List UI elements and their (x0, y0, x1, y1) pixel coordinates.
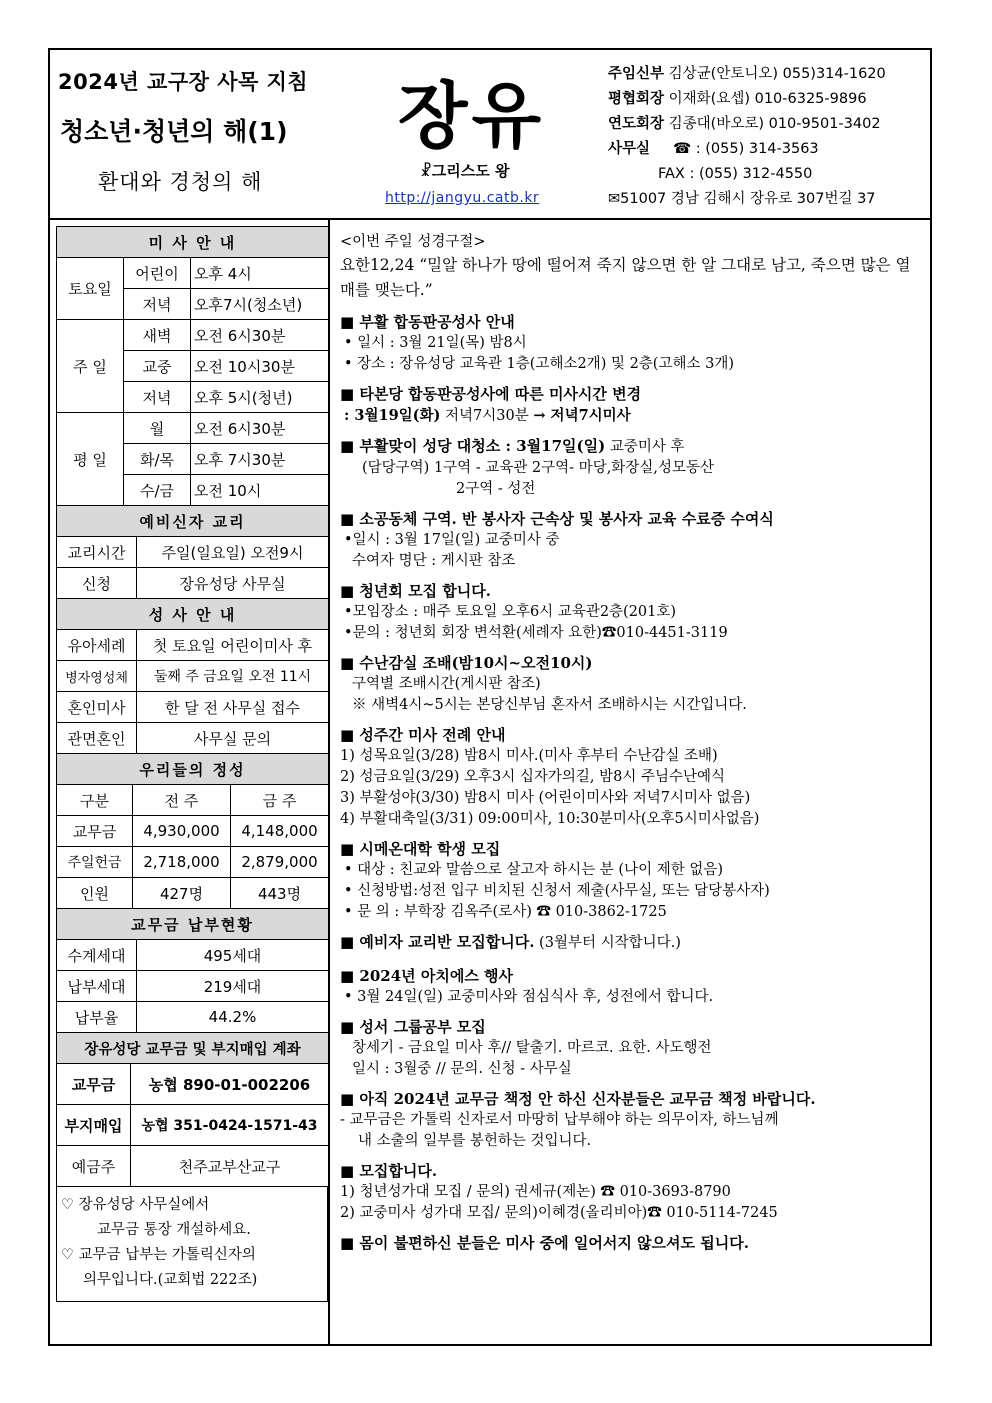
sacrament-table (56, 599, 329, 754)
notice-standing (340, 1233, 924, 1254)
sacrament-label: 혼인미사 (57, 692, 137, 723)
notice-line: • 3월 24일(일) 교중미사와 점심식사 후, 성전에서 합니다. (344, 989, 714, 1005)
notice-adoration (340, 653, 924, 716)
notice-title: ■ 청년회 모집 합니다. (340, 582, 491, 600)
offering-table (56, 754, 329, 909)
notice-title: ■ 타본당 합동판공성사에 따른 미사시간 변경 (340, 385, 642, 403)
dues-label: 납부율 (57, 1002, 137, 1033)
mass-sunday-label: 주 일 (57, 320, 124, 413)
contact-office: 사무실 ☎ : (055) 314-3563 (608, 141, 819, 157)
account-value: 농협 351-0424-1571-43 (131, 1105, 329, 1146)
mass-name: 저녁 (124, 382, 191, 413)
right-column (340, 232, 924, 1263)
offering-header: 전 주 (133, 785, 231, 816)
verse-block (340, 232, 924, 303)
notice-line: • 문 의 : 부학장 김옥주(로사) ☎ 010-3862-1725 (344, 904, 667, 920)
mass-time: 오전 6시30분 (191, 320, 329, 351)
mass-name: 수/금 (124, 475, 191, 506)
notice-line: •모임장소 : 매주 토요일 오후6시 교육관2층(201호) (344, 604, 677, 620)
account-label: 예금주 (57, 1146, 131, 1187)
mass-weekday-label: 평 일 (57, 413, 124, 506)
notice-title: ■ 부활맞이 성당 대청소 : 3월17일(일) 교중미사 후 (340, 437, 685, 455)
notice-title: ■ 부활 합동판공성사 안내 (340, 313, 515, 331)
mass-name: 새벽 (124, 320, 191, 351)
parish-name: ☧그리스도 왕 (420, 162, 510, 180)
sacrament-label: 유아세례 (57, 630, 137, 661)
notice-acies (340, 966, 924, 1008)
sacrament-label: 병자영성체 (57, 661, 137, 692)
notice-title: ■ 예비자 교리반 모집합니다. (3월부터 시작합니다.) (340, 933, 681, 951)
mass-time: 오후7시(청소년) (191, 289, 329, 320)
mass-time: 오후 7시30분 (191, 444, 329, 475)
offering-prev: 2,718,000 (133, 847, 231, 878)
mass-schedule-table (56, 226, 329, 506)
notice-holy-week (340, 725, 924, 830)
dues-label: 납부세대 (57, 971, 137, 1002)
notice-title: ■ 시메온대학 학생 모집 (340, 840, 501, 858)
mass-name: 화/목 (124, 444, 191, 475)
mass-time: 오전 10시 (191, 475, 329, 506)
verse-title: <이번 주일 성경구절> (340, 234, 486, 250)
notice-title: ■ 성주간 미사 전례 안내 (340, 726, 506, 744)
catechumen-label: 신청 (57, 568, 137, 599)
mass-time: 오후 4시 (191, 258, 329, 289)
account-title: 장유성당 교무금 및 부지매입 계좌 (57, 1033, 329, 1064)
mass-time: 오후 5시(청년) (191, 382, 329, 413)
mass-time: 오전 10시30분 (191, 351, 329, 382)
notice-simeon (340, 839, 924, 923)
notice-line: - 교무금은 가톨릭 신자로서 마땅히 납부해야 하는 의무이자, 하느님께 (340, 1112, 779, 1128)
notice-title: ■ 성서 그룹공부 모집 (340, 1018, 486, 1036)
offering-cur: 4,148,000 (231, 816, 329, 847)
offering-label: 인원 (57, 878, 133, 909)
note-line: ♡ 장유성당 사무실에서 (61, 1197, 210, 1213)
notice-line: • 신청방법:성전 입구 비치된 신청서 제출(사무실, 또는 담당봉사자) (344, 883, 770, 899)
offering-header: 구분 (57, 785, 133, 816)
contact-yeondo: 연도회장 김종대(바오로) 010-9501-3402 (608, 116, 881, 132)
contact-fax: FAX : (055) 312-4550 (658, 166, 813, 182)
offering-prev: 4,930,000 (133, 816, 231, 847)
notice-title: ■ 아직 2024년 교무금 책정 안 하신 신자분들은 교무금 책정 바랍니다. (340, 1090, 816, 1108)
offering-header: 금 주 (231, 785, 329, 816)
account-value: 천주교부산교구 (131, 1146, 329, 1187)
notice-title: ■ 모집합니다. (340, 1162, 438, 1180)
notice-line: 내 소출의 일부를 봉헌하는 것입니다. (358, 1133, 592, 1149)
mass-saturday-label: 토요일 (57, 258, 124, 320)
pastoral-guideline-year: 2024년 교구장 사목 지침 (58, 70, 309, 94)
notice-confession (340, 312, 924, 375)
notice-cleaning (340, 436, 924, 500)
notice-title: ■ 수난감실 조배(밤10시~오전10시) (340, 654, 593, 672)
notice-line: 수여자 명단 : 게시판 참조 (352, 553, 516, 569)
parish-url-link[interactable]: http://jangyu.catb.kr (385, 190, 540, 206)
mass-name: 교중 (124, 351, 191, 382)
header (50, 50, 930, 220)
sacrament-value: 사무실 문의 (137, 723, 329, 754)
notice-line: 4) 부활대축일(3/31) 09:00미사, 10:30분미사(오후5시미사없음) (340, 811, 760, 827)
notice-bible (340, 1017, 924, 1080)
notice-line: : 3월19일(화) 저녁7시30분 → 저녁7시미사 (344, 407, 631, 424)
notice-line: 일시 : 3월중 // 문의. 신청 - 사무실 (352, 1061, 572, 1077)
sacrament-label: 관면혼인 (57, 723, 137, 754)
offering-prev: 427명 (133, 878, 231, 909)
notice-line: (담당구역) 1구역 - 교육관 2구역- 마당,화장실,성모동산 (362, 460, 714, 476)
offering-label: 주일헌금 (57, 847, 133, 878)
mass-name: 월 (124, 413, 191, 444)
notice-title: ■ 몸이 불편하신 분들은 미사 중에 일어서지 않으셔도 됩니다. (340, 1234, 749, 1252)
catechumen-label: 교리시간 (57, 537, 137, 568)
dues-table (56, 909, 329, 1033)
offering-label: 교무금 (57, 816, 133, 847)
sacrament-value: 둘째 주 금요일 오전 11시 (137, 661, 329, 692)
catechumen-value: 장유성당 사무실 (137, 568, 329, 599)
left-column (56, 226, 328, 1302)
contact-council: 평협회장 이재화(요셉) 010-6325-9896 (608, 91, 867, 107)
notice-line: • 일시 : 3월 21일(목) 밤8시 (344, 335, 527, 351)
bulletin-frame (48, 48, 932, 1346)
notice-title: ■ 소공동체 구역. 반 봉사자 근속상 및 봉사자 교육 수료증 수여식 (340, 510, 774, 528)
notes-box (56, 1187, 328, 1302)
dues-title: 교무금 납부현황 (57, 909, 329, 940)
account-value: 농협 890-01-002206 (131, 1064, 329, 1105)
note-line: 교무금 통장 개설하세요. (97, 1222, 251, 1238)
notice-mass-change (340, 384, 924, 427)
dues-value: 495세대 (137, 940, 329, 971)
sacrament-value: 한 달 전 사무실 접수 (137, 692, 329, 723)
notice-youth (340, 581, 924, 644)
offering-cur: 443명 (231, 878, 329, 909)
note-line: 의무입니다.(교회법 222조) (83, 1272, 258, 1288)
verse-text: 요한12,24 “밀알 하나가 땅에 떨어져 죽지 않으면 한 알 그대로 남고, 죽으면 많은 열매를 맺는다.” (340, 256, 911, 299)
mass-time: 오전 6시30분 (191, 413, 329, 444)
catechumen-title: 예비신자 교리 (57, 506, 329, 537)
pastoral-guideline-theme: 청소년·청년의 해(1) (60, 117, 288, 146)
notice-line: 1) 성목요일(3/28) 밤8시 미사.(미사 후부터 수난감실 조배) (340, 748, 718, 764)
notice-line: • 장소 : 장유성당 교육관 1층(고해소2개) 및 2층(고해소 3개) (344, 356, 734, 372)
notice-dues (340, 1089, 924, 1152)
dues-value: 44.2% (137, 1002, 329, 1033)
notice-line: 1) 청년성가대 모집 / 문의) 권세규(제논) ☎ 010-3693-8790 (340, 1184, 731, 1200)
notice-catechumen (340, 932, 924, 954)
notice-line: 2구역 - 성전 (456, 481, 536, 497)
notice-line: ※ 새벽4시~5시는 본당신부님 혼자서 조배하시는 시간입니다. (352, 697, 747, 713)
notice-line: 3) 부활성야(3/30) 밤8시 미사 (어린이미사와 저녁7시미사 없음) (340, 790, 751, 806)
sacrament-value: 첫 토요일 어린이미사 후 (137, 630, 329, 661)
sacrament-title: 성 사 안 내 (57, 599, 329, 630)
notice-line: •일시 : 3월 17일(일) 교중미사 중 (344, 532, 560, 548)
contact-pastor: 주임신부 김상균(안토니오) 055)314-1620 (608, 66, 886, 82)
notice-line: 2) 성금요일(3/29) 오후3시 십자가의길, 밤8시 주님수난예식 (340, 769, 726, 785)
notice-line: •문의 : 청년회 회장 변석환(세례자 요한)☎010-4451-3119 (344, 625, 728, 641)
catechumen-table (56, 506, 329, 599)
note-line: ♡ 교무금 납부는 가톨릭신자의 (61, 1247, 256, 1263)
mass-name: 저녁 (124, 289, 191, 320)
notice-choir (340, 1161, 924, 1224)
contact-address: ✉51007 경남 김해시 장유로 307번길 37 (608, 191, 876, 207)
account-label: 교무금 (57, 1064, 131, 1105)
offering-cur: 2,879,000 (231, 847, 329, 878)
bulletin-logo: 장유 (398, 74, 546, 158)
notice-line: 2) 교중미사 성가대 모집/ 문의)이혜경(올리비아)☎ 010-5114-7245 (340, 1205, 778, 1221)
mass-title: 미 사 안 내 (57, 227, 329, 258)
mass-name: 어린이 (124, 258, 191, 289)
notice-line: 창세기 - 금요일 미사 후// 탈출기. 마르코. 요한. 사도행전 (352, 1040, 712, 1056)
notice-line: • 대상 : 친교와 말씀으로 살고자 하시는 분 (나이 제한 없음) (344, 862, 723, 878)
account-table (56, 1033, 329, 1187)
notice-line: 구역별 조배시간(게시판 참조) (352, 676, 541, 692)
account-label: 부지매입 (57, 1105, 131, 1146)
offering-title: 우리들의 정성 (57, 754, 329, 785)
pastoral-guideline-sub: 환대와 경청의 해 (98, 170, 263, 194)
catechumen-value: 주일(일요일) 오전9시 (137, 537, 329, 568)
dues-value: 219세대 (137, 971, 329, 1002)
notice-award (340, 509, 924, 572)
contacts-block (608, 62, 886, 212)
dues-label: 수계세대 (57, 940, 137, 971)
notice-title: ■ 2024년 아치에스 행사 (340, 967, 514, 985)
